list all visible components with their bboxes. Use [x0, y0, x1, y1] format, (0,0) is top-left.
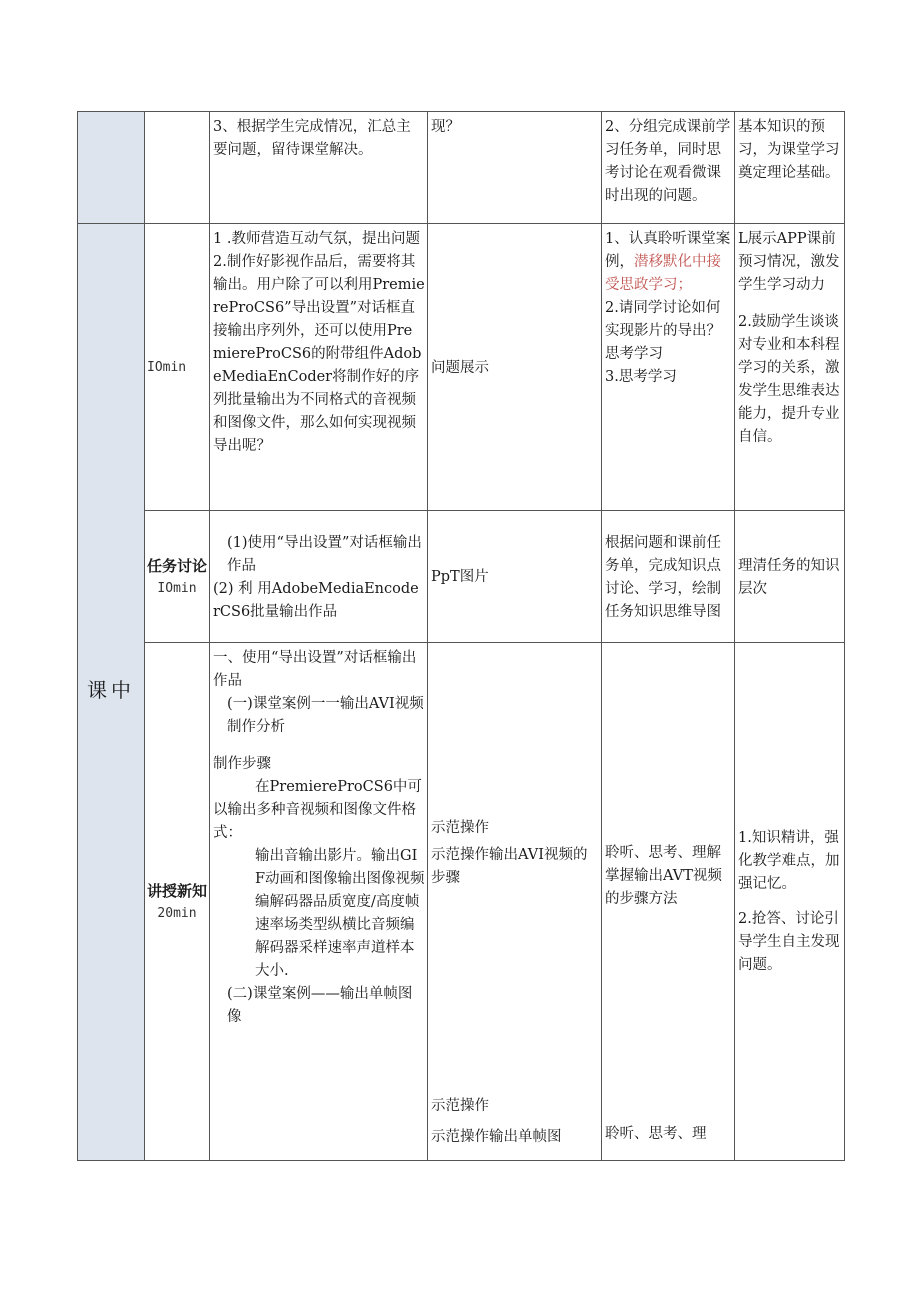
teacher-text: 输出音输出影片。输出GIF动画和图像输出图像视频编解码器品质宽度/高度帧速率场类型纵横比音频编解码器采样速率声道样本大小. [255, 848, 425, 979]
resource-cell [428, 112, 602, 224]
table-row [78, 112, 845, 224]
student-text: 3.思考学习 [605, 369, 677, 385]
table-row [78, 224, 845, 511]
student-activity-cell [602, 511, 735, 643]
table-row [78, 643, 845, 1161]
student-activity-cell [602, 112, 735, 224]
resource-cell [428, 224, 602, 511]
intent-cell [735, 643, 845, 1161]
ideology-highlight: 潜移默化中接受思政学习； [605, 254, 721, 293]
student-text: 聆听、思考、理 [605, 1126, 707, 1142]
segment-title: 讲授新知 [146, 881, 207, 900]
time-cell [145, 224, 210, 511]
resource-text: PpT图片 [431, 569, 489, 585]
phase-cell-top [78, 112, 145, 224]
phase-cell [78, 224, 145, 1161]
teacher-activity-cell [210, 112, 428, 224]
segment-title: 任务讨论 [146, 556, 207, 575]
lesson-plan-table [77, 111, 845, 1161]
teacher-text: (二)课堂案例——输出单帧图像 [227, 986, 413, 1025]
teacher-text: 1 .教师营造互动气氛，提出问题 [213, 231, 420, 247]
teacher-text: 一、使用“导出设置”对话框输出作品 [213, 650, 417, 689]
resource-text: 示范操作输出单帧图 [431, 1129, 562, 1145]
teacher-text: (一)课堂案例一一输出AVI视频制作分析 [227, 696, 424, 735]
resource-text: 示范操作输出AVI视频的步骤 [431, 847, 588, 886]
time-cell [145, 643, 210, 1161]
resource-text: 现？ [431, 119, 460, 135]
student-text: 2.请同学讨论如何实现影片的导出？思考学习 [605, 300, 721, 362]
resource-cell [428, 511, 602, 643]
student-text-part: 1、认真聆听课堂案例， [605, 231, 731, 270]
intent-text: L展示APP课前预习情况，激发学生学习动力 [738, 231, 840, 293]
phase-label: 课中 [87, 678, 135, 702]
intent-cell [735, 224, 845, 511]
student-text: 2、分组完成课前学习任务单，同时思考讨论在观看微课时出现的问题。 [605, 119, 731, 204]
teacher-activity-cell [210, 511, 428, 643]
resource-text: 问题展示 [431, 359, 489, 376]
teacher-activity-cell [210, 643, 428, 1161]
student-activity-cell [602, 643, 735, 1161]
resource-text: 示范操作 [431, 1098, 489, 1114]
teacher-text: 制作步骤 [213, 756, 271, 772]
intent-text: 1.知识精讲，强化教学难点，加强记忆。 [738, 830, 840, 892]
teacher-text: 在PremiereProCS6中可以输出多种音视频和图像文件格式： [213, 779, 422, 841]
intent-cell [735, 112, 845, 224]
intent-text: 2.抢答、讨论引导学生自主发现问题。 [738, 911, 840, 973]
teacher-text: (2) 利 用AdobeMediaEncoderCS6批量输出作品 [213, 580, 419, 620]
intent-text: 理清任务的知识层次 [738, 557, 840, 597]
student-activity-cell [602, 224, 735, 511]
student-text [605, 228, 732, 297]
time-cell [145, 112, 210, 224]
resource-cell [428, 643, 602, 1161]
student-text: 根据问题和课前任务单，完成知识点讨论、学习，绘制任务知识思维导图 [605, 534, 721, 620]
table-row [78, 511, 845, 643]
duration-label: IOmin [147, 359, 187, 375]
resource-text: 示范操作 [431, 820, 489, 836]
time-cell [145, 511, 210, 643]
teacher-activity-cell [210, 224, 428, 511]
teacher-text: 3、根据学生完成情况，汇总主要问题，留待课堂解决。 [213, 119, 411, 158]
intent-cell [735, 511, 845, 643]
intent-text: 基本知识的预习，为课堂学习奠定理论基础。 [738, 119, 840, 181]
duration-label: IOmin [157, 580, 197, 596]
intent-text: 2.鼓励学生谈谈对专业和本科程学习的关系，激发学生思维表达能力，提升专业自信。 [738, 314, 840, 445]
teacher-text: (1)使用“导出设置”对话框输出作品 [227, 534, 422, 574]
duration-label: 20min [157, 905, 197, 921]
student-text: 聆听、思考、理解掌握输出AVT视频的步骤方法 [605, 845, 722, 907]
teacher-text: 2.制作好影视作品后，需要将其输出。用户除了可以利用PremiereProCS6”导出设置”对话框直接输出序列外，还可以使用PremiereProCS6的附带组件AdobeMediaEnCoder将制作好的序列批量输出为不同格式的音视频和图像文件，那么如何实现视频导出呢？ [213, 254, 425, 454]
